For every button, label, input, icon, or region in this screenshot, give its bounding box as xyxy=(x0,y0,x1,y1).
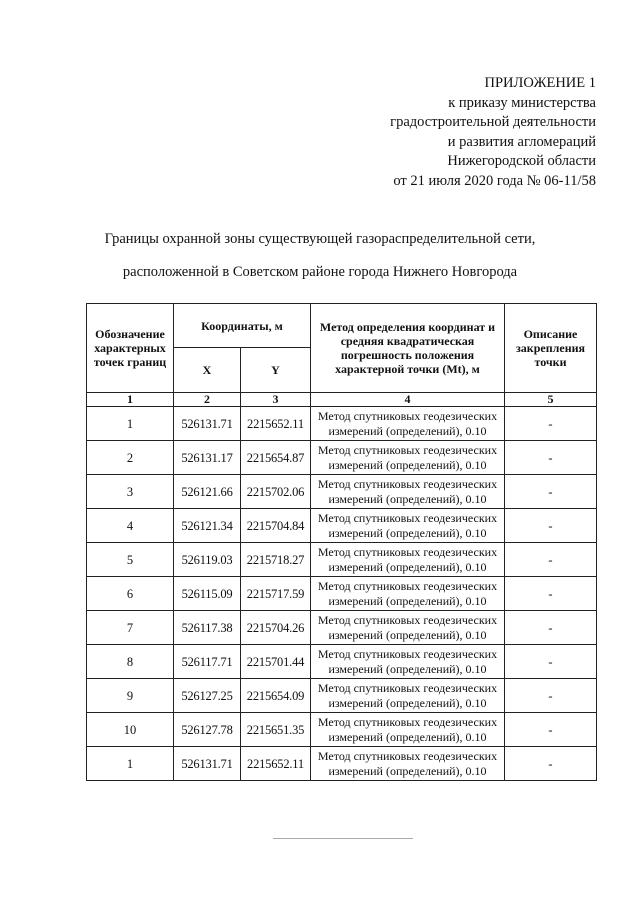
point-cell: 6 xyxy=(87,577,174,611)
point-cell: 1 xyxy=(87,407,174,441)
description-cell: - xyxy=(505,679,597,713)
table-row xyxy=(87,611,597,645)
method-cell: Метод спутниковых геодезических измерений (определений), 0.10 xyxy=(311,441,505,475)
method-cell: Метод спутниковых геодезических измерений (определений), 0.10 xyxy=(311,475,505,509)
table-row xyxy=(87,441,597,475)
description-cell: - xyxy=(505,577,597,611)
y-cell: 2215651.35 xyxy=(241,713,311,747)
appendix-title: ПРИЛОЖЕНИЕ 1 xyxy=(484,75,596,91)
y-cell: 2215701.44 xyxy=(241,645,311,679)
table-row xyxy=(87,577,597,611)
header-x: X xyxy=(174,348,241,393)
description-cell: - xyxy=(505,611,597,645)
table-row xyxy=(87,543,597,577)
description-cell: - xyxy=(505,475,597,509)
coordinates-table-container xyxy=(86,303,597,781)
y-cell: 2215718.27 xyxy=(241,543,311,577)
description-cell: - xyxy=(505,441,597,475)
appendix-line: и развития агломераций xyxy=(447,133,596,150)
table-row xyxy=(87,509,597,543)
column-number: 1 xyxy=(87,393,174,407)
table-row xyxy=(87,713,597,747)
table-row xyxy=(87,679,597,713)
point-cell: 1 xyxy=(87,747,174,781)
title-line-1: Границы охранной зоны существующей газораспределительной сети, xyxy=(104,231,536,247)
point-cell: 3 xyxy=(87,475,174,509)
method-cell: Метод спутниковых геодезических измерений (определений), 0.10 xyxy=(311,611,505,645)
x-cell: 526115.09 xyxy=(174,577,241,611)
x-cell: 526127.25 xyxy=(174,679,241,713)
x-cell: 526131.17 xyxy=(174,441,241,475)
method-cell: Метод спутниковых геодезических измерений (определений), 0.10 xyxy=(311,747,505,781)
description-cell: - xyxy=(505,713,597,747)
x-cell: 526127.78 xyxy=(174,713,241,747)
table-row xyxy=(87,407,597,441)
header-coordinates: Координаты, м xyxy=(174,304,311,348)
x-cell: 526117.38 xyxy=(174,611,241,645)
method-cell: Метод спутниковых геодезических измерений (определений), 0.10 xyxy=(311,543,505,577)
y-cell: 2215704.26 xyxy=(241,611,311,645)
y-cell: 2215704.84 xyxy=(241,509,311,543)
y-cell: 2215702.06 xyxy=(241,475,311,509)
appendix-line: градостроительной деятельности xyxy=(390,114,596,130)
x-cell: 526131.71 xyxy=(174,407,241,441)
column-number: 3 xyxy=(241,393,311,407)
point-cell: 7 xyxy=(87,611,174,645)
appendix-header xyxy=(390,74,596,191)
appendix-line: к приказу министерства xyxy=(448,94,596,111)
point-cell: 4 xyxy=(87,509,174,543)
description-cell: - xyxy=(505,407,597,441)
x-cell: 526131.71 xyxy=(174,747,241,781)
order-date-number: от 21 июля 2020 года № 06-11/58 xyxy=(393,172,596,189)
y-cell: 2215652.11 xyxy=(241,407,311,441)
point-cell: 8 xyxy=(87,645,174,679)
coordinates-table xyxy=(86,303,597,781)
method-cell: Метод спутниковых геодезических измерений (определений), 0.10 xyxy=(311,645,505,679)
column-number: 5 xyxy=(505,393,597,407)
y-cell: 2215654.87 xyxy=(241,441,311,475)
method-cell: Метод спутниковых геодезических измерений (определений), 0.10 xyxy=(311,577,505,611)
method-cell: Метод спутниковых геодезических измерений (определений), 0.10 xyxy=(311,679,505,713)
description-cell: - xyxy=(505,747,597,781)
appendix-line: Нижегородской области xyxy=(447,153,596,169)
header-description: Описание закрепления точки xyxy=(505,304,597,393)
header-point: Обозначение характерных точек границ xyxy=(87,304,174,393)
x-cell: 526119.03 xyxy=(174,543,241,577)
method-cell: Метод спутниковых геодезических измерений (определений), 0.10 xyxy=(311,713,505,747)
x-cell: 526121.34 xyxy=(174,509,241,543)
title-line-2: расположенной в Советском районе города Нижнего Новгорода xyxy=(122,264,518,280)
description-cell: - xyxy=(505,645,597,679)
point-cell: 2 xyxy=(87,441,174,475)
y-cell: 2215654.09 xyxy=(241,679,311,713)
description-cell: - xyxy=(505,509,597,543)
description-cell: - xyxy=(505,543,597,577)
x-cell: 526121.66 xyxy=(174,475,241,509)
header-y: Y xyxy=(241,348,311,393)
point-cell: 9 xyxy=(87,679,174,713)
header-method: Метод определения координат и средняя квадратическая погрешность положения характерной точки (Mt), м xyxy=(311,304,505,393)
point-cell: 10 xyxy=(87,713,174,747)
table-row xyxy=(87,475,597,509)
point-cell: 5 xyxy=(87,543,174,577)
document-title xyxy=(0,230,640,296)
x-cell: 526117.71 xyxy=(174,645,241,679)
y-cell: 2215652.11 xyxy=(241,747,311,781)
method-cell: Метод спутниковых геодезических измерений (определений), 0.10 xyxy=(311,407,505,441)
y-cell: 2215717.59 xyxy=(241,577,311,611)
method-cell: Метод спутниковых геодезических измерений (определений), 0.10 xyxy=(311,509,505,543)
footer-divider xyxy=(273,838,413,839)
column-number: 2 xyxy=(174,393,241,407)
column-number: 4 xyxy=(311,393,505,407)
table-row xyxy=(87,645,597,679)
table-row xyxy=(87,747,597,781)
